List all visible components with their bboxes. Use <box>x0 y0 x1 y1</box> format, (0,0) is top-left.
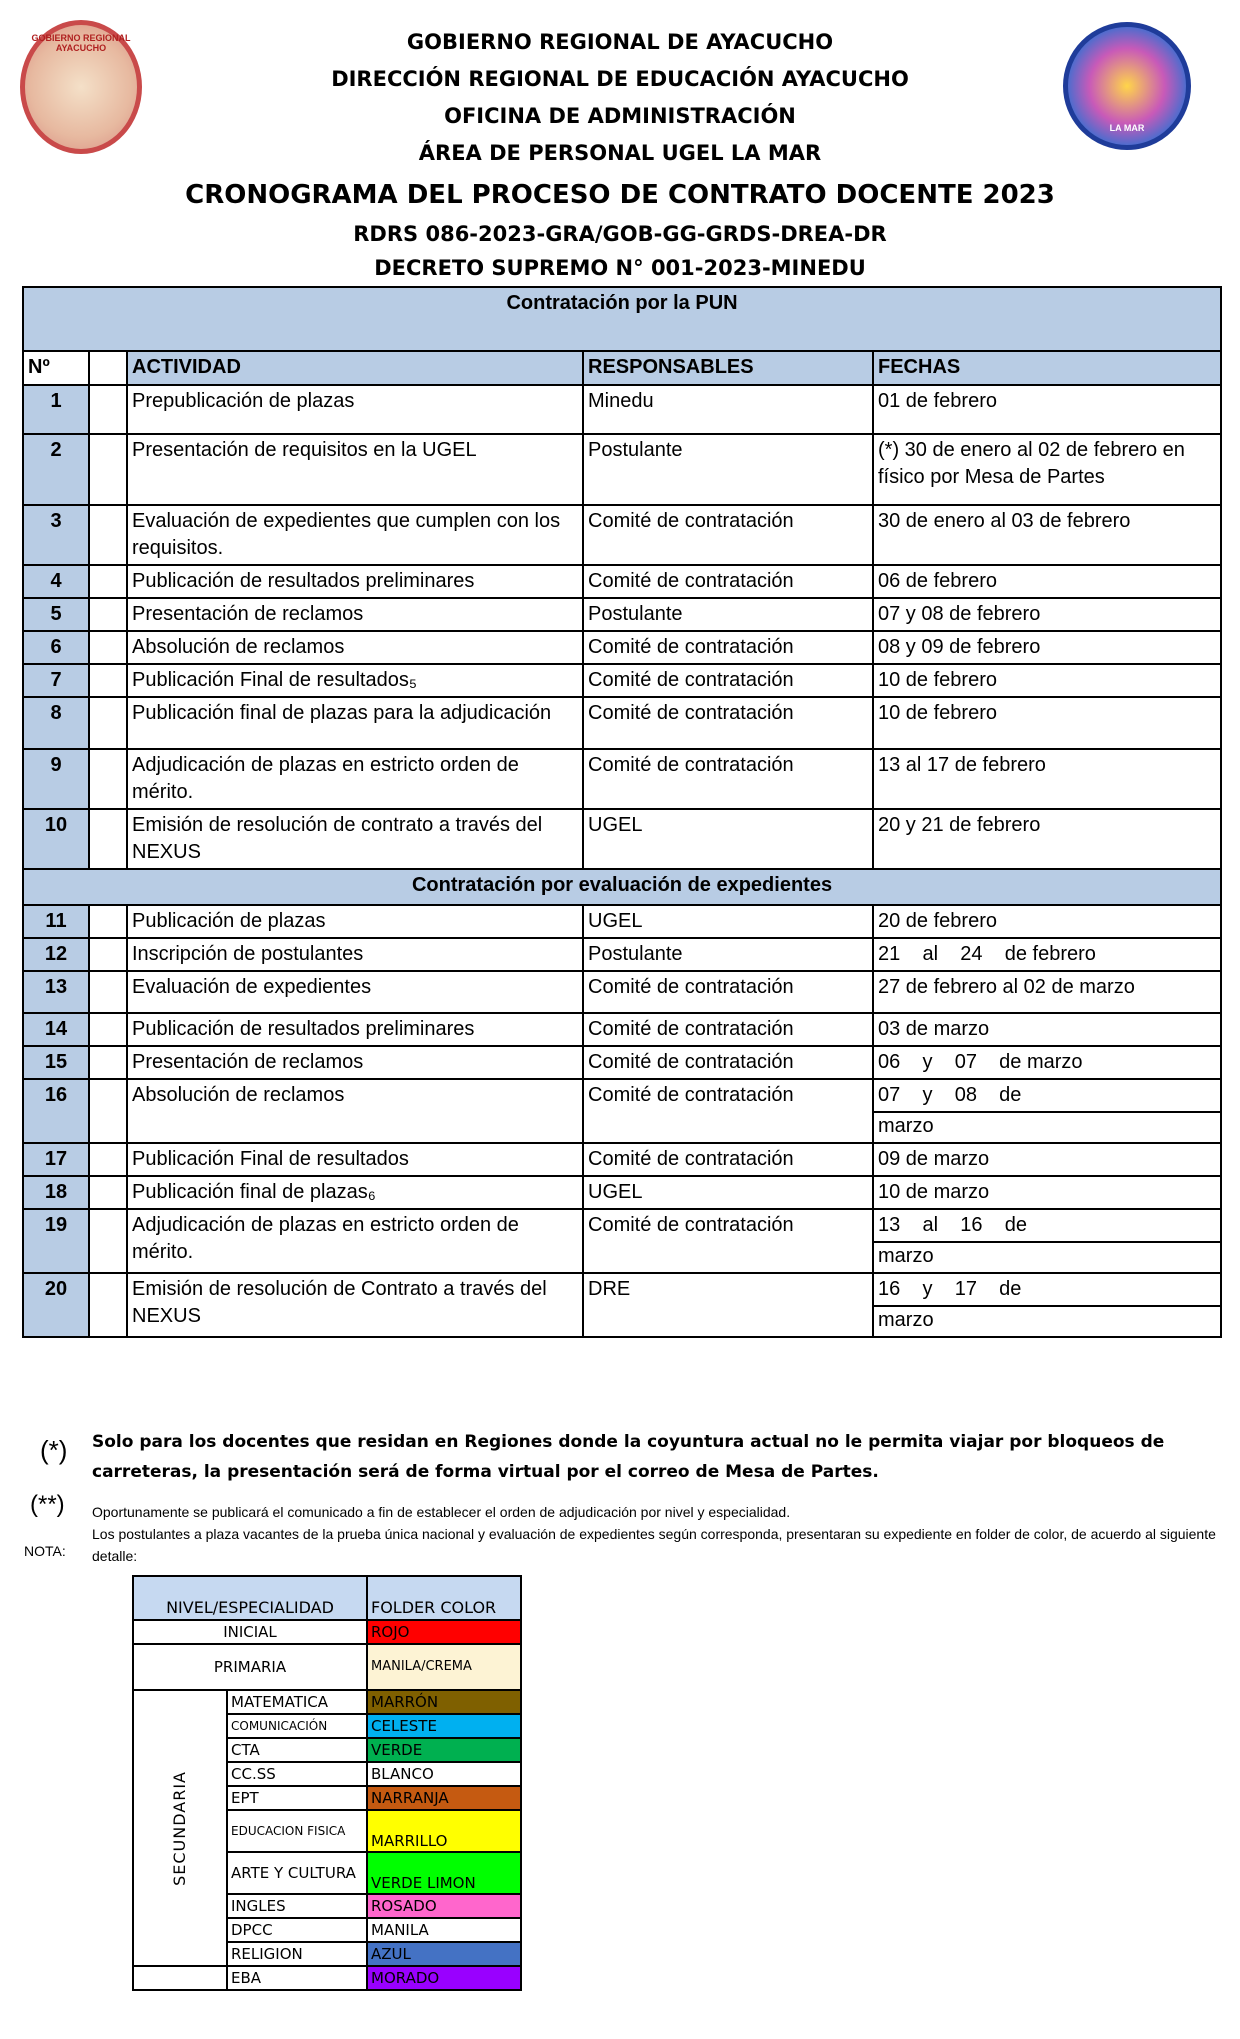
section-header-expedientes <box>23 869 1221 905</box>
table-row <box>23 565 1221 598</box>
row-actividad: Absolución de reclamos <box>127 1079 583 1143</box>
row-gap <box>89 385 127 434</box>
section-title: Contratación por evaluación de expedientes <box>23 869 1221 905</box>
row-fecha-text: (*) 30 de enero al 02 de febrero en físico por Mesa de Partes <box>878 439 1191 488</box>
table-row <box>23 905 1221 938</box>
row-fecha-text-2: marzo <box>874 1305 1220 1334</box>
row-responsable: Postulante <box>583 434 873 505</box>
row-gap <box>89 505 127 565</box>
header <box>0 0 1240 285</box>
col-gap <box>89 351 127 385</box>
row-actividad: Publicación final de plazas₆ <box>127 1176 583 1209</box>
row-fecha-text-2: marzo <box>874 1241 1220 1270</box>
row-number: 20 <box>23 1273 89 1337</box>
row-gap <box>89 1176 127 1209</box>
row-number: 7 <box>23 664 89 697</box>
row-fecha <box>873 1046 1221 1079</box>
table-row <box>23 749 1221 809</box>
row-fecha-text: 27 de febrero al 02 de marzo <box>878 976 1135 998</box>
folder-header-color: FOLDER COLOR <box>367 1576 521 1620</box>
table-row <box>23 1046 1221 1079</box>
row-fecha-text: 20 y 21 de febrero <box>878 814 1041 836</box>
note-folder-color: Los postulantes a plaza vacantes de la prueba única nacional y evaluación de expedientes según corresponda, presentaran su expediente en folder de color, de acuerdo al siguiente detalle: <box>92 1526 1216 1564</box>
row-actividad: Publicación de resultados preliminares <box>127 1013 583 1046</box>
row-gap <box>89 598 127 631</box>
row-fecha <box>873 1013 1221 1046</box>
header-line-3: OFICINA DE ADMINISTRACIÓN <box>444 104 796 128</box>
row-actividad: Publicación final de plazas para la adjudicación <box>127 697 583 749</box>
folder-subject: RELIGION <box>227 1942 367 1966</box>
row-actividad: Emisión de resolución de Contrato a través del NEXUS <box>127 1273 583 1337</box>
row-fecha <box>873 631 1221 664</box>
row-responsable: UGEL <box>583 809 873 869</box>
row-fecha <box>873 1273 1221 1337</box>
row-actividad: Publicación Final de resultados₅ <box>127 664 583 697</box>
table-row <box>23 434 1221 505</box>
row-actividad: Evaluación de expedientes que cumplen con los requisitos. <box>127 505 583 565</box>
folder-subject: CTA <box>227 1738 367 1762</box>
row-fecha <box>873 664 1221 697</box>
folder-color: AZUL <box>367 1942 521 1966</box>
row-fecha <box>873 749 1221 809</box>
row-actividad: Presentación de requisitos en la UGEL <box>127 434 583 505</box>
row-actividad: Adjudicación de plazas en estricto orden de mérito. <box>127 1209 583 1273</box>
folder-subject: INGLES <box>227 1894 367 1918</box>
folder-header-row <box>133 1576 521 1620</box>
table-row <box>23 938 1221 971</box>
folder-color: ROJO <box>367 1620 521 1644</box>
row-gap <box>89 434 127 505</box>
row-responsable: Comité de contratación <box>583 664 873 697</box>
row-fecha <box>873 971 1221 1013</box>
row-responsable: Postulante <box>583 598 873 631</box>
row-gap <box>89 905 127 938</box>
table-row <box>23 631 1221 664</box>
row-number: 2 <box>23 434 89 505</box>
row-number: 10 <box>23 809 89 869</box>
folder-level: EBA <box>227 1966 367 1990</box>
folder-subject: EPT <box>227 1786 367 1810</box>
folder-row-primaria <box>133 1644 521 1690</box>
row-responsable: Comité de contratación <box>583 1209 873 1273</box>
row-fecha-text: 10 de marzo <box>878 1181 990 1203</box>
folder-subject: ARTE Y CULTURA <box>227 1852 367 1894</box>
logo-right-text: LA MAR <box>1109 123 1145 133</box>
row-number: 15 <box>23 1046 89 1079</box>
table-row <box>23 1143 1221 1176</box>
row-fecha <box>873 1209 1221 1273</box>
folder-color: MANILA <box>367 1918 521 1942</box>
row-fecha-text: 16 y 17 de <box>878 1278 1022 1300</box>
row-gap <box>89 1209 127 1273</box>
row-fecha-text: 06 de febrero <box>878 570 997 592</box>
folder-subject: COMUNICACIÓN <box>227 1714 367 1738</box>
note-star-2: (**) <box>30 1491 65 1518</box>
table-row <box>23 505 1221 565</box>
row-gap <box>89 697 127 749</box>
row-gap <box>89 971 127 1013</box>
row-gap <box>89 1046 127 1079</box>
row-responsable: Comité de contratación <box>583 697 873 749</box>
table-row <box>23 598 1221 631</box>
row-actividad: Emisión de resolución de contrato a través del NEXUS <box>127 809 583 869</box>
row-actividad: Publicación de plazas <box>127 905 583 938</box>
row-gap <box>89 1079 127 1143</box>
row-fecha <box>873 905 1221 938</box>
row-actividad: Prepublicación de plazas <box>127 385 583 434</box>
row-number: 14 <box>23 1013 89 1046</box>
row-fecha-text: 13 al 16 de <box>878 1214 1027 1236</box>
row-fecha-text: 10 de febrero <box>878 702 997 724</box>
row-responsable: Comité de contratación <box>583 749 873 809</box>
folder-subject: EDUCACION FISICA <box>227 1810 367 1852</box>
row-number: 16 <box>23 1079 89 1143</box>
row-fecha-text: 06 y 07 de marzo <box>878 1051 1083 1073</box>
row-fecha <box>873 938 1221 971</box>
row-gap <box>89 631 127 664</box>
folder-row-inicial <box>133 1620 521 1644</box>
folder-color: CELESTE <box>367 1714 521 1738</box>
folder-level-pad <box>133 1966 227 1990</box>
header-line-4: ÁREA DE PERSONAL UGEL LA MAR <box>418 141 822 165</box>
folder-subject: MATEMATICA <box>227 1690 367 1714</box>
row-fecha-text: 30 de enero al 03 de febrero <box>878 510 1131 532</box>
row-responsable: Comité de contratación <box>583 1143 873 1176</box>
note-virtual-presentation: Solo para los docentes que residan en Regiones donde la coyuntura actual no le permita viajar por bloqueos de carreteras, la presentación será de forma virtual por el correo de Mesa de Partes. <box>92 1432 1165 1482</box>
row-responsable: Comité de contratación <box>583 1046 873 1079</box>
col-num: Nº <box>23 351 89 385</box>
row-fecha-text: 10 de febrero <box>878 669 997 691</box>
folder-level: INICIAL <box>133 1620 367 1644</box>
row-fecha-text-2: marzo <box>874 1111 1220 1140</box>
header-line-1: GOBIERNO REGIONAL DE AYACUCHO <box>406 30 834 54</box>
row-number: 17 <box>23 1143 89 1176</box>
row-number: 12 <box>23 938 89 971</box>
folder-color: MARRÓN <box>367 1690 521 1714</box>
row-responsable: Minedu <box>583 385 873 434</box>
row-number: 11 <box>23 905 89 938</box>
row-responsable: Postulante <box>583 938 873 971</box>
row-number: 9 <box>23 749 89 809</box>
row-number: 8 <box>23 697 89 749</box>
row-fecha <box>873 1079 1221 1143</box>
row-actividad: Inscripción de postulantes <box>127 938 583 971</box>
table-row <box>23 1273 1221 1337</box>
folder-color: MORADO <box>367 1966 521 1990</box>
table-row <box>23 664 1221 697</box>
col-fechas: FECHAS <box>873 351 1221 385</box>
folder-color-table <box>132 1575 522 1991</box>
row-fecha <box>873 565 1221 598</box>
folder-color: VERDE <box>367 1738 521 1762</box>
ugel-la-mar-logo <box>1063 22 1191 150</box>
row-fecha-text: 01 de febrero <box>878 390 997 412</box>
page-title: CRONOGRAMA DEL PROCESO DE CONTRATO DOCENTE 2023 <box>185 180 1055 210</box>
row-fecha <box>873 434 1221 505</box>
table-row <box>23 971 1221 1013</box>
col-actividad: ACTIVIDAD <box>127 351 583 385</box>
row-gap <box>89 1013 127 1046</box>
secundaria-label: SECUNDARIA <box>170 1770 189 1886</box>
table-row <box>23 1013 1221 1046</box>
row-fecha-text: 03 de marzo <box>878 1018 990 1040</box>
section-header-pun <box>23 287 1221 351</box>
folder-subject: CC.SS <box>227 1762 367 1786</box>
row-number: 5 <box>23 598 89 631</box>
row-fecha-text: 07 y 08 de febrero <box>878 603 1041 625</box>
row-number: 19 <box>23 1209 89 1273</box>
row-actividad: Evaluación de expedientes <box>127 971 583 1013</box>
row-actividad: Presentación de reclamos <box>127 598 583 631</box>
row-actividad: Absolución de reclamos <box>127 631 583 664</box>
row-responsable: Comité de contratación <box>583 505 873 565</box>
folder-color: MARRILLO <box>367 1810 521 1852</box>
note-adjudicacion: Oportunamente se publicará el comunicado a fin de establecer el orden de adjudicación por nivel y especialidad. <box>92 1504 791 1520</box>
row-responsable: Comité de contratación <box>583 1079 873 1143</box>
row-fecha-text: 07 y 08 de <box>878 1084 1022 1106</box>
row-gap <box>89 809 127 869</box>
row-responsable: DRE <box>583 1273 873 1337</box>
row-fecha <box>873 505 1221 565</box>
table-row <box>23 1209 1221 1273</box>
row-fecha <box>873 697 1221 749</box>
table-row <box>23 697 1221 749</box>
row-number: 3 <box>23 505 89 565</box>
folder-color: BLANCO <box>367 1762 521 1786</box>
rdrs-line: RDRS 086-2023-GRA/GOB-GG-GRDS-DREA-DR <box>353 222 887 246</box>
row-fecha <box>873 385 1221 434</box>
row-gap <box>89 749 127 809</box>
row-gap <box>89 1143 127 1176</box>
row-number: 18 <box>23 1176 89 1209</box>
folder-color: NARRANJA <box>367 1786 521 1810</box>
row-responsable: UGEL <box>583 905 873 938</box>
row-responsable: Comité de contratación <box>583 1013 873 1046</box>
row-fecha-text: 20 de febrero <box>878 910 997 932</box>
folder-row-eba <box>133 1966 521 1990</box>
note-star-1: (*) <box>40 1435 68 1465</box>
row-fecha <box>873 809 1221 869</box>
row-gap <box>89 565 127 598</box>
folder-color: VERDE LIMON <box>367 1852 521 1894</box>
table-row <box>23 809 1221 869</box>
note-folder-instructions <box>92 1501 1222 1567</box>
row-fecha-text: 21 al 24 de febrero <box>878 943 1096 965</box>
row-responsable: UGEL <box>583 1176 873 1209</box>
decreto-line: DECRETO SUPREMO N° 001-2023-MINEDU <box>374 256 866 280</box>
row-actividad: Publicación Final de resultados <box>127 1143 583 1176</box>
row-responsable: Comité de contratación <box>583 631 873 664</box>
folder-header-nivel: NIVEL/ESPECIALIDAD <box>133 1576 367 1620</box>
section-title: Contratación por la PUN <box>23 287 1221 351</box>
schedule-table <box>22 286 1222 1338</box>
folder-subject: DPCC <box>227 1918 367 1942</box>
row-gap <box>89 1273 127 1337</box>
row-gap <box>89 938 127 971</box>
column-header-row <box>23 351 1221 385</box>
row-fecha <box>873 1143 1221 1176</box>
row-fecha <box>873 598 1221 631</box>
folder-level: PRIMARIA <box>133 1644 367 1690</box>
header-line-2: DIRECCIÓN REGIONAL DE EDUCACIÓN AYACUCHO <box>331 67 909 91</box>
row-actividad: Adjudicación de plazas en estricto orden de mérito. <box>127 749 583 809</box>
nota-label: NOTA: <box>24 1543 66 1559</box>
row-number: 1 <box>23 385 89 434</box>
row-actividad: Publicación de resultados preliminares <box>127 565 583 598</box>
secundaria-cell <box>133 1690 227 1966</box>
row-number: 13 <box>23 971 89 1013</box>
col-responsables: RESPONSABLES <box>583 351 873 385</box>
row-responsable: Comité de contratación <box>583 971 873 1013</box>
folder-color: ROSADO <box>367 1894 521 1918</box>
table-row <box>23 1079 1221 1143</box>
row-responsable: Comité de contratación <box>583 565 873 598</box>
table-row <box>23 385 1221 434</box>
row-fecha-text: 08 y 09 de febrero <box>878 636 1041 658</box>
row-fecha-text: 13 al 17 de febrero <box>878 754 1046 776</box>
logo-left-text: GOBIERNO REGIONAL AYACUCHO <box>31 33 131 53</box>
folder-row-secundaria <box>133 1690 521 1714</box>
folder-color: MANILA/CREMA <box>367 1644 521 1690</box>
row-number: 6 <box>23 631 89 664</box>
row-gap <box>89 664 127 697</box>
row-fecha-text: 09 de marzo <box>878 1148 990 1170</box>
table-row <box>23 1176 1221 1209</box>
row-number: 4 <box>23 565 89 598</box>
row-actividad: Presentación de reclamos <box>127 1046 583 1079</box>
row-fecha <box>873 1176 1221 1209</box>
